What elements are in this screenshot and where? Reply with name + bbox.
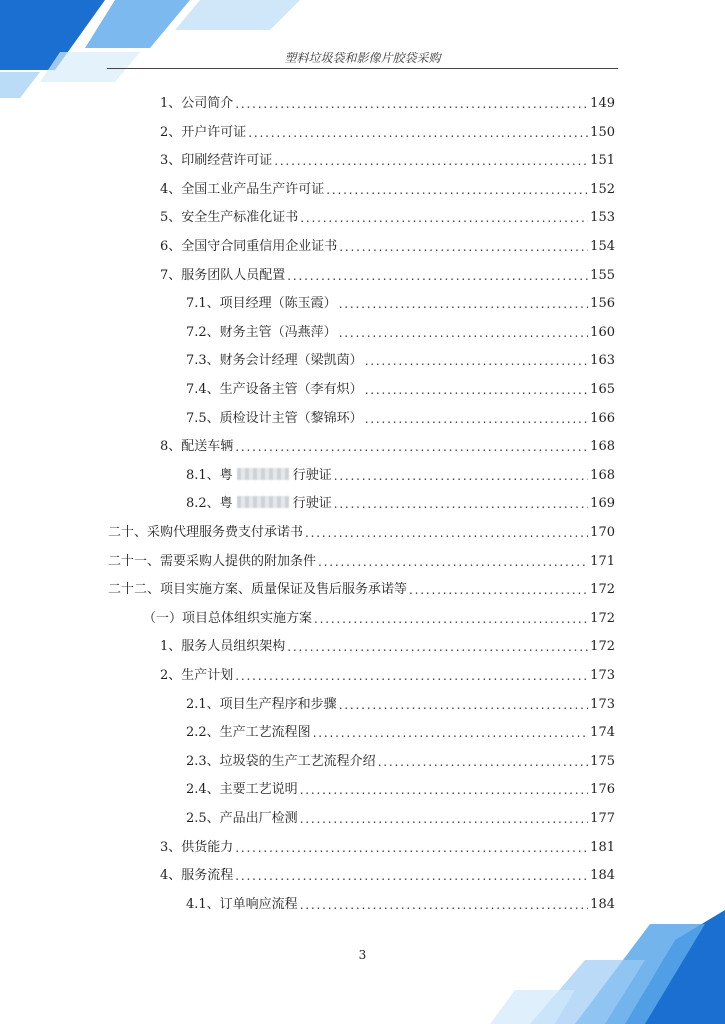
toc-entry-page: 154 [590,239,615,254]
toc-entry-label: 4.1、订单响应流程 [186,896,298,912]
toc-leader-dots [339,325,588,341]
toc-entry-page: 172 [590,582,615,598]
toc-entry-label: 7.2、财务主管（冯燕萍） [186,324,337,340]
toc-leader-dots [235,868,588,884]
toc-entry-label: 3、印刷经营许可证 [160,153,273,169]
toc-entry-page: 169 [590,496,615,512]
toc-leader-dots [235,840,588,856]
toc-leader-dots [365,411,588,427]
toc-entry[interactable] [160,860,615,884]
toc-entry-page: 165 [590,382,615,397]
toc-entry[interactable] [160,88,615,112]
toc-entry-page: 172 [590,610,615,626]
toc-leader-dots [313,725,588,741]
toc-entry-label: 8.2、粤 行驶证 [186,496,332,512]
toc-entry[interactable] [186,288,615,312]
toc-entry-label: 2.5、产品出厂检测 [186,811,298,826]
toc-entry[interactable] [160,202,615,226]
toc-leader-dots [365,382,588,398]
toc-entry-label: 7.5、质检设计主管（黎锦环） [186,410,363,426]
toc-entry-label: 2、开户许可证 [160,124,247,140]
toc-entry[interactable] [160,631,615,655]
toc-entry-page: 173 [590,668,615,683]
toc-entry[interactable] [160,174,615,198]
page-number: 3 [358,948,367,962]
toc-entry-label: 二十二、项目实施方案、质量保证及售后服务承诺等 [108,582,408,598]
toc-leader-dots [318,554,588,570]
toc-leader-dots [248,125,588,141]
toc-entry-label: 7、服务团队人员配置 [160,267,286,283]
toc-entry[interactable] [186,774,615,798]
toc-entry-label: 2、生产计划 [160,668,234,683]
toc-entry-label: 8、配送车辆 [160,439,234,455]
header-divider [107,68,618,69]
toc-entry-page: 160 [590,324,615,340]
document-header-title: 塑料垃圾袋和影像片胶袋采购 [284,51,441,65]
toc-entry[interactable] [186,717,615,741]
toc-leader-dots [235,668,588,684]
toc-leader-dots [378,754,588,770]
toc-entry[interactable] [186,460,615,484]
toc-entry-label: 2.2、生产工艺流程图 [186,725,311,741]
toc-leader-dots [365,353,588,369]
toc-entry[interactable] [160,117,615,141]
toc-entry-page: 166 [590,410,615,426]
toc-entry-page: 150 [590,124,615,140]
toc-entry[interactable] [186,689,615,713]
toc-leader-dots [300,897,588,913]
toc-entry-label: 6、全国守合同重信用企业证书 [160,239,338,254]
toc-entry-page: 168 [590,439,615,455]
toc-entry[interactable] [143,603,615,627]
toc-entry-page: 152 [590,181,615,197]
toc-leader-dots [314,611,588,627]
toc-entry[interactable] [186,889,615,913]
toc-entry-page: 177 [590,811,615,826]
redacted-plate-number [237,496,289,508]
toc-entry[interactable] [160,145,615,169]
toc-entry-label: 7.4、生产设备主管（李有炽） [186,382,363,397]
toc-entry-page: 149 [590,96,615,111]
toc-entry-label: 4、全国工业产品生产许可证 [160,181,325,197]
toc-leader-dots [235,96,588,112]
toc-leader-dots [409,582,588,598]
toc-leader-dots [287,639,588,655]
toc-entry-page: 175 [590,753,615,769]
toc-entry-page: 174 [590,725,615,741]
toc-entry[interactable] [108,546,615,570]
toc-entry[interactable] [160,260,615,284]
toc-entry[interactable] [108,574,615,598]
toc-leader-dots [339,239,588,255]
toc-entry[interactable] [186,403,615,427]
toc-entry-label: 1、服务人员组织架构 [160,639,286,655]
toc-entry-page: 151 [590,153,615,169]
toc-entry-page: 172 [590,639,615,655]
toc-entry-page: 184 [590,896,615,912]
toc-leader-dots [300,811,588,827]
toc-leader-dots [326,182,588,198]
toc-entry[interactable] [186,488,615,512]
toc-leader-dots [339,296,588,312]
toc-entry[interactable] [160,660,615,684]
toc-entry-page: 181 [590,839,615,855]
toc-entry-page: 156 [590,296,615,312]
toc-entry[interactable] [186,374,615,398]
toc-entry-page: 170 [590,525,615,540]
toc-leader-dots [305,525,588,541]
toc-entry-page: 171 [590,553,615,569]
toc-entry[interactable] [108,517,615,541]
toc-entry-label: 7.3、财务会计经理（梁凯茵） [186,353,363,369]
toc-entry-page: 155 [590,267,615,283]
toc-entry-label: 2.3、垃圾袋的生产工艺流程介绍 [186,753,376,769]
toc-leader-dots [339,697,588,713]
redacted-plate-number [237,468,289,480]
toc-entry-label: 5、安全生产标准化证书 [160,210,299,226]
toc-leader-dots [300,782,588,798]
toc-entry-label: 二十、采购代理服务费支付承诺书 [108,525,304,540]
toc-entry[interactable] [160,832,615,856]
toc-entry-page: 176 [590,782,615,798]
toc-entry-page: 173 [590,696,615,712]
toc-entry-page: 168 [590,467,615,483]
toc-entry[interactable] [186,803,615,827]
footer-corner-decoration [475,900,725,1024]
toc-entry-label: 7.1、项目经理（陈玉霞） [186,296,337,312]
toc-entry-page: 184 [590,868,615,884]
toc-entry-page: 163 [590,353,615,369]
toc-leader-dots [334,496,588,512]
toc-entry-label: 2.4、主要工艺说明 [186,782,298,798]
toc-leader-dots [300,210,588,226]
toc-leader-dots [287,268,588,284]
toc-entry-label: 8.1、粤 行驶证 [186,467,332,483]
toc-entry-label: 2.1、项目生产程序和步骤 [186,696,337,712]
toc-entry-label: 4、服务流程 [160,868,234,884]
toc-entry[interactable] [160,431,615,455]
toc-entry-label: 1、公司简介 [160,96,234,111]
toc-entry-page: 153 [590,210,615,226]
toc-leader-dots [334,468,588,484]
toc-entry[interactable] [186,317,615,341]
toc-leader-dots [274,153,588,169]
toc-entry-label: 二十一、需要采购人提供的附加条件 [108,553,317,569]
toc-leader-dots [235,439,588,455]
toc-entry[interactable] [186,345,615,369]
toc-entry-label: 3、供货能力 [160,839,234,855]
toc-entry[interactable] [186,746,615,770]
toc-entry-label: （一）项目总体组织实施方案 [143,610,313,626]
toc-entry[interactable] [160,231,615,255]
